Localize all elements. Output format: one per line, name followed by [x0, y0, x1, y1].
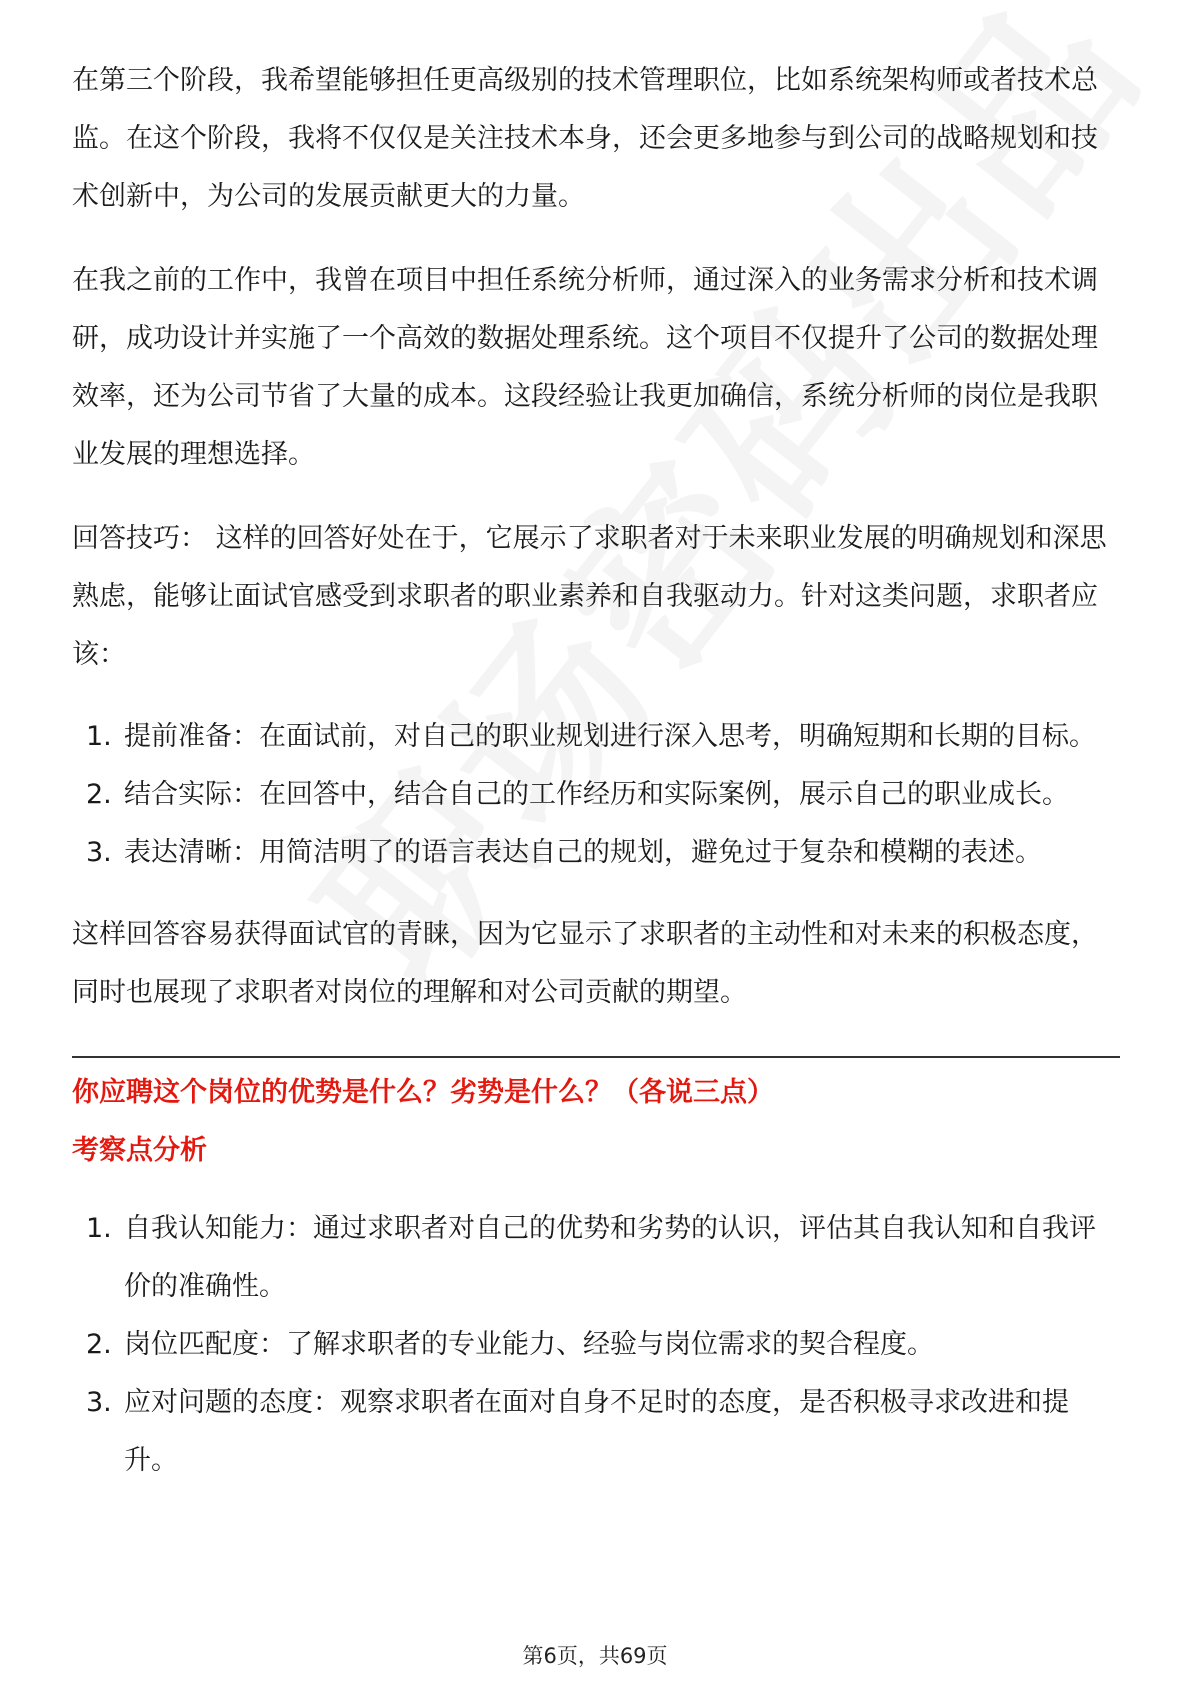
list-item [72, 1200, 1120, 1316]
paragraph-answer-tips: 回答技巧： 这样的回答好处在于，它展示了求职者对于未来职业发展的明确规划和深思熟虑，能够让面试官感受到求职者的职业素养和自我驱动力。针对这类问题，求职者应该： [72, 523, 1107, 670]
page-content [72, 52, 1120, 1490]
page-number: 第6页，共69页 [522, 1644, 668, 1668]
list-number: 1. [86, 1213, 112, 1244]
list-text: 提前准备：在面试前，对自己的职业规划进行深入思考，明确短期和长期的目标。 [124, 721, 1096, 752]
analysis-list [72, 1200, 1120, 1490]
analysis-heading: 考察点分析 [72, 1135, 207, 1166]
section-divider [72, 1056, 1120, 1058]
paragraph-stage-three: 在第三个阶段，我希望能够担任更高级别的技术管理职位，比如系统架构师或者技术总监。在这个阶段，我将不仅仅是关注技术本身，还会更多地参与到公司的战略规划和技术创新中，为公司的发展贡献更大的力量。 [72, 65, 1098, 212]
list-item [72, 1316, 1120, 1374]
list-text: 应对问题的态度：观察求职者在面对自身不足时的态度，是否积极寻求改进和提升。 [124, 1387, 1069, 1476]
list-text: 岗位匹配度：了解求职者的专业能力、经验与岗位需求的契合程度。 [124, 1329, 934, 1360]
paragraph-closing: 这样回答容易获得面试官的青睐，因为它显示了求职者的主动性和对未来的积极态度，同时也展现了求职者对岗位的理解和对公司贡献的期望。 [72, 919, 1098, 1008]
list-text: 自我认知能力：通过求职者对自己的优势和劣势的认识，评估其自我认知和自我评价的准确性。 [124, 1213, 1096, 1302]
list-number: 2. [86, 779, 112, 810]
tips-list [72, 708, 1120, 882]
list-number: 1. [86, 721, 112, 752]
paragraph-experience: 在我之前的工作中，我曾在项目中担任系统分析师，通过深入的业务需求分析和技术调研，成功设计并实施了一个高效的数据处理系统。这个项目不仅提升了公司的数据处理效率，还为公司节省了大量的成本。这段经验让我更加确信，系统分析师的岗位是我职业发展的理想选择。 [72, 265, 1098, 470]
question-heading: 你应聘这个岗位的优势是什么？劣势是什么？（各说三点） [72, 1077, 774, 1108]
list-number: 3. [86, 1387, 112, 1418]
list-text: 结合实际：在回答中，结合自己的工作经历和实际案例，展示自己的职业成长。 [124, 779, 1069, 810]
list-item [72, 1374, 1120, 1490]
list-number: 3. [86, 837, 112, 868]
list-text: 表达清晰：用简洁明了的语言表达自己的规划，避免过于复杂和模糊的表述。 [124, 837, 1042, 868]
list-item [72, 824, 1120, 882]
list-item [72, 708, 1120, 766]
list-item [72, 766, 1120, 824]
list-number: 2. [86, 1329, 112, 1360]
